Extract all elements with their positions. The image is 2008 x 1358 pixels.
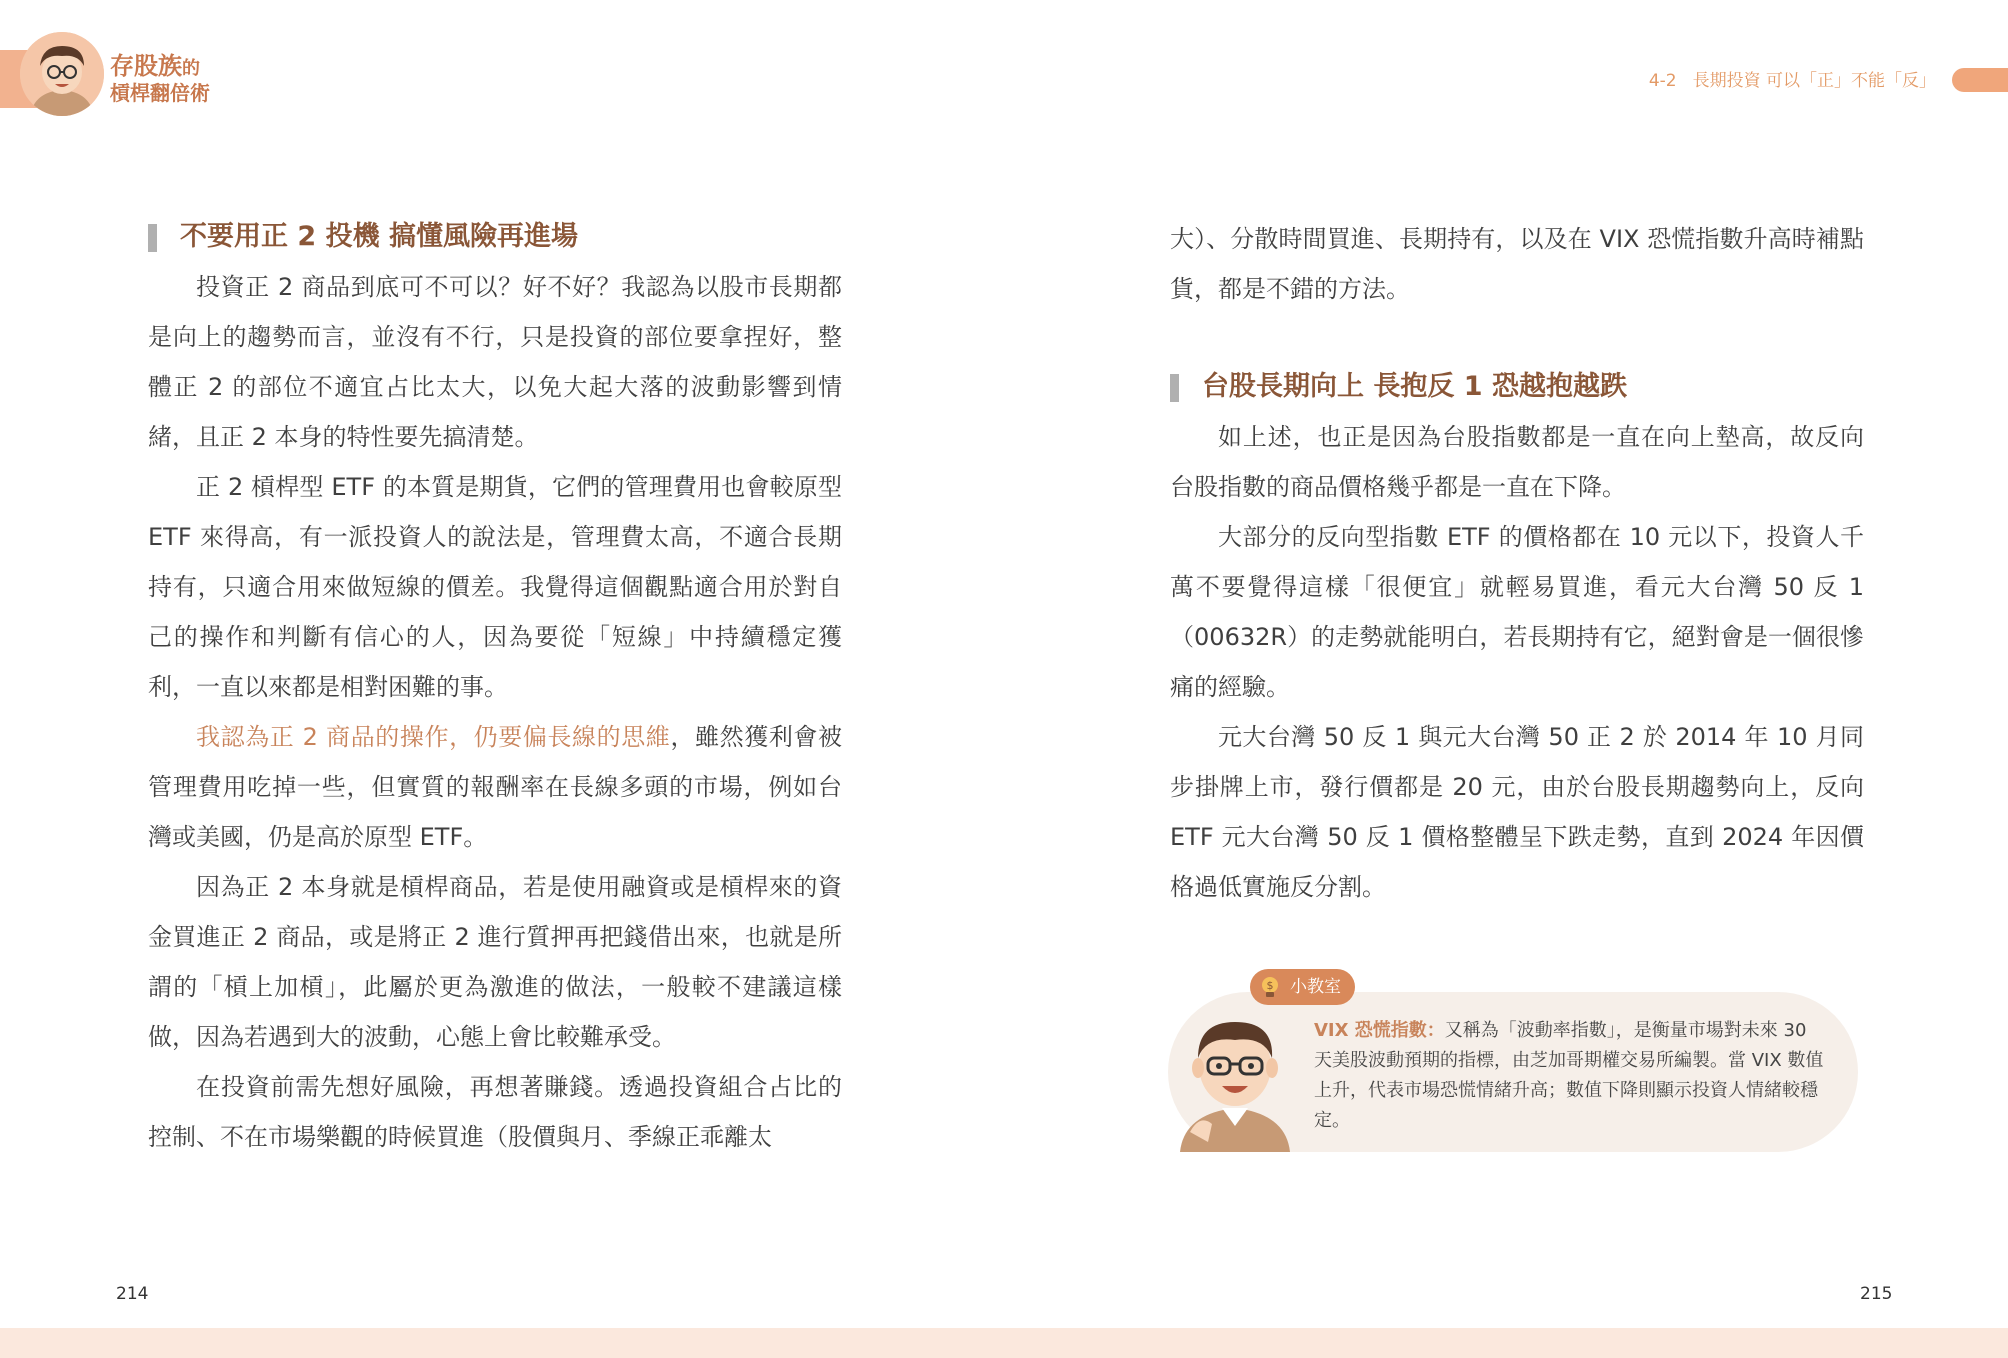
section-heading-right: 台股長期向上 長抱反 1 恐越抱越跌 [1170,362,1864,412]
book-title-line1: 存股族 [110,52,182,80]
book-title [110,52,210,105]
right-paragraph-2: 大部分的反向型指數 ETF 的價格都在 10 元以下，投資人千萬不要覺得這樣「很便宜」就輕易買進，看元大台灣 50 反 1（00632R）的走勢就能明白，若長期持有它，絕對會是一個很慘痛的經驗。 [1170,523,1864,701]
classroom-tag [1250,969,1355,1005]
lightbulb-icon [1256,973,1284,1001]
left-paragraph-3 [148,712,842,862]
section-heading-left: 不要用正 2 投機 搞懂風險再進場 [148,212,842,262]
highlight-text: 我認為正 2 商品的操作，仍要偏長線的思維 [196,723,671,751]
left-paragraph-2: 正 2 槓桿型 ETF 的本質是期貨，它們的管理費用也會較原型 ETF 來得高，有一派投資人的說法是，管理費太高，不適合長期持有，只適合用來做短線的價差。我覺得這個觀點適合用於對自己的操作和判斷有信心的人，因為要從「短線」中持續穩定獲利，一直以來都是相對困難的事。 [148,473,842,701]
footer-band [0,1328,2008,1358]
left-paragraph-1: 投資正 2 商品到底可不可以？好不好？我認為以股市長期都是向上的趨勢而言，並沒有不行，只是投資的部位要拿捏好，整體正 2 的部位不適宜占比太大，以免大起大落的波動影響到情緒，且正 2 本身的特性要先搞清楚。 [148,273,842,451]
right-continuation-paragraph: 大）、分散時間買進、長期持有，以及在 VIX 恐慌指數升高時補點貨，都是不錯的方法。 [1170,225,1864,303]
chapter-title: 長期投資 可以「正」不能「反」 [1692,71,1936,91]
svg-text:$: $ [1266,979,1274,992]
classroom-tag-label: 小教室 [1290,977,1341,997]
classroom-term: VIX 恐慌指數： [1314,1020,1445,1041]
book-title-particle: 的 [182,58,200,79]
left-paragraph-5: 在投資前需先想好風險，再想著賺錢。透過投資組合占比的控制、不在市場樂觀的時候買進（股價與月、季線正乖離太 [148,1073,842,1151]
classroom-avatar [1172,1002,1298,1152]
left-paragraph-3-rest: ，雖然獲利會被管理費用吃掉一些，但實質的報酬率在長線多頭的市場，例如台灣或美國，仍是高於原型 ETF。 [148,723,843,851]
header-right-tab [1952,68,2008,92]
right-page-column [1170,214,1864,912]
chapter-label [1649,66,1936,91]
right-paragraph-3: 元大台灣 50 反 1 與元大台灣 50 正 2 於 2014 年 10 月同步掛牌上市，發行價都是 20 元，由於台股長期趨勢向上，反向 ETF 元大台灣 50 反 1 價格整體呈下跌走勢，直到 2024 年因價格過低實施反分割。 [1170,723,1864,901]
left-page-column [148,212,842,1162]
section-spacer [1170,314,1864,362]
chapter-number: 4-2 [1648,71,1677,91]
classroom-text [1314,1016,1830,1136]
book-title-line2: 槓桿翻倍術 [110,80,210,105]
classroom-definition: 又稱為「波動率指數」，是衡量市場對未來 30 天美股波動預期的指標，由芝加哥期權交易所編製。當 VIX 數值上升，代表市場恐慌情緒升高；數值下降則顯示投資人情緒較穩定。 [1314,1020,1824,1131]
right-paragraph-1: 如上述，也正是因為台股指數都是一直在向上墊高，故反向台股指數的商品價格幾乎都是一直在下降。 [1170,423,1864,501]
page-number-right: 215 [1860,1284,1893,1304]
author-avatar [20,32,104,116]
left-paragraph-4: 因為正 2 本身就是槓桿商品，若是使用融資或是槓桿來的資金買進正 2 商品，或是將正 2 進行質押再把錢借出來，也就是所謂的「槓上加槓」，此屬於更為激進的做法，一般較不建議這樣做，因為若遇到大的波動，心態上會比較難承受。 [148,873,842,1051]
page-number-left: 214 [116,1284,149,1304]
